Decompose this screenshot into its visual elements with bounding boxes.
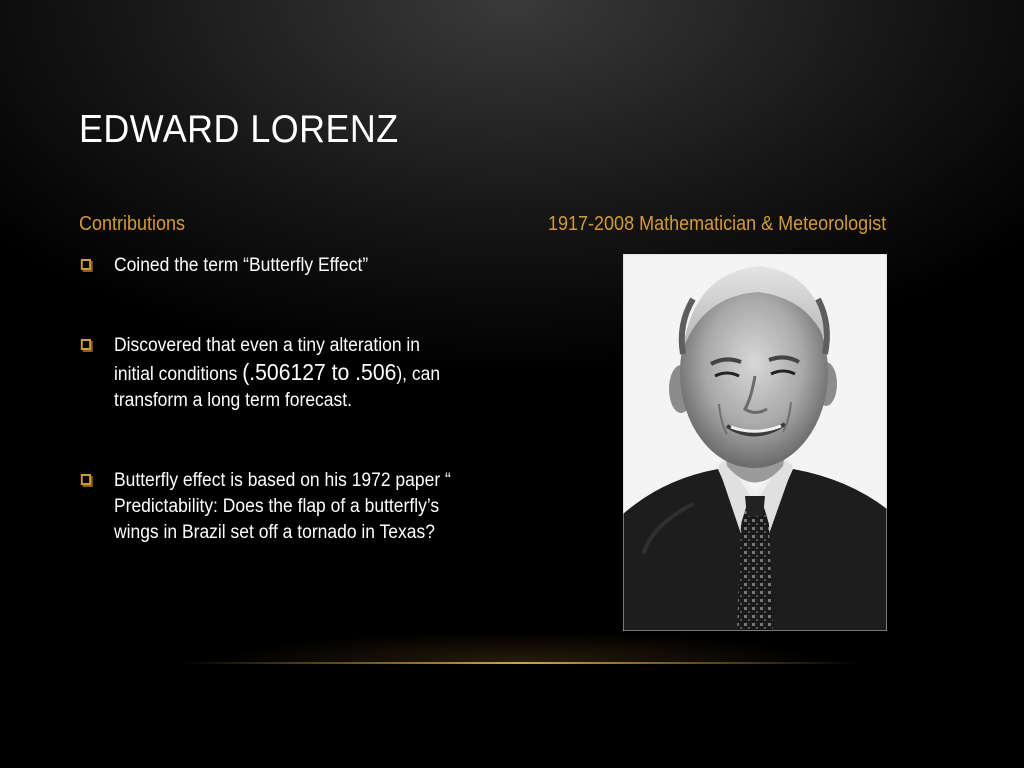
bullet-text-end: ), can transform a long term forecast.	[113, 364, 441, 411]
list-item	[79, 468, 464, 546]
list-item	[79, 253, 464, 279]
list-item	[79, 333, 464, 414]
contributions-list	[79, 253, 479, 600]
divider-line	[180, 662, 860, 664]
portrait-photo	[623, 254, 887, 631]
contributions-heading: Contributions	[79, 213, 186, 235]
bullet-text: Butterfly effect is based on his 1972 paper “ Predictability: Does the flap of a butterfly’s wings in Brazil set off a tornado in Texas?	[113, 470, 451, 543]
divider-glow	[220, 610, 820, 662]
square-bullet-icon	[81, 339, 91, 350]
square-bullet-icon	[81, 474, 91, 485]
bullet-text-start: Discovered that even a tiny alteration in initial conditions	[113, 335, 421, 385]
slide-title: EDWARD LORENZ	[79, 108, 399, 151]
bullet-text-values: (.506127 to .506	[242, 359, 397, 385]
square-bullet-icon	[81, 259, 91, 270]
lifespan-heading: 1917-2008 Mathematician & Meteorologist	[548, 213, 887, 235]
bullet-text: Coined the term “Butterfly Effect”	[113, 255, 369, 276]
